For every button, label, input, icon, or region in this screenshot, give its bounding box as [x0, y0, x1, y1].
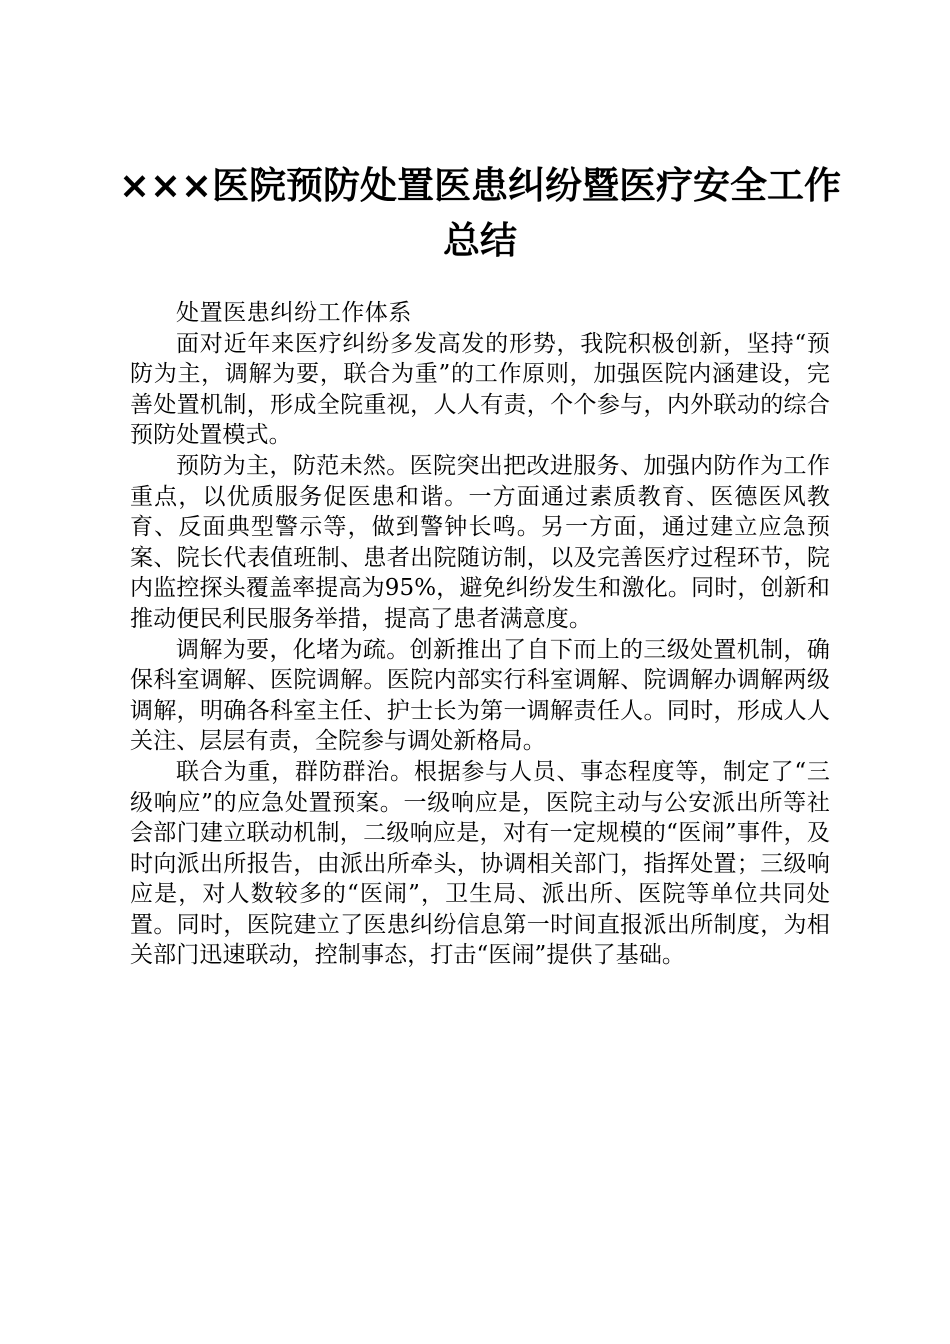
paragraph-mediation: 调解为要，化堵为疏。创新推出了自下而上的三级处置机制，确保科室调解、医院调解。医院内部实行科室调解、院调解办调解两级调解，明确各科室主任、护士长为第一调解责任人。同时，形成人人关注、层层有责，全院参与调处新格局。 — [130, 636, 830, 755]
document-body — [130, 298, 830, 971]
document-title — [110, 158, 850, 268]
paragraph-intro: 面对近年来医疗纠纷多发高发的形势，我院积极创新，坚持“预防为主，调解为要，联合为重”的工作原则，加强医院内涵建设，完善处置机制，形成全院重视，人人有责，个个参与，内外联动的综合预防处置模式。 — [130, 330, 830, 449]
title-line-2: 总结 — [443, 219, 517, 262]
paragraph-prevention: 预防为主，防范未然。医院突出把改进服务、加强内防作为工作重点，以优质服务促医患和谐。一方面通过素质教育、医德医风教育、反面典型警示等，做到警钟长鸣。另一方面，通过建立应急预案、院长代表值班制、患者出院随访制，以及完善医疗过程环节，院内监控探头覆盖率提高为95%，避免纠纷发生和激化。同时，创新和推动便民利民服务举措，提高了患者满意度。 — [130, 452, 830, 632]
title-line-1: ×××医院预防处置医患纠纷暨医疗安全工作 — [118, 164, 841, 207]
paragraph-joint-response: 联合为重，群防群治。根据参与人员、事态程度等，制定了“三级响应”的应急处置预案。一级响应是，医院主动与公安派出所等社会部门建立联动机制，二级响应是，对有一定规模的“医闹”事件，及时向派出所报告，由派出所牵头，协调相关部门，指挥处置；三级响应是，对人数较多的“医闹”，卫生局、派出所、医院等单位共同处置。同时，医院建立了医患纠纷信息第一时间直报派出所制度，为相关部门迅速联动，控制事态，打击“医闹”提供了基础。 — [130, 758, 830, 969]
section-heading: 处置医患纠纷工作体系 — [176, 300, 412, 326]
